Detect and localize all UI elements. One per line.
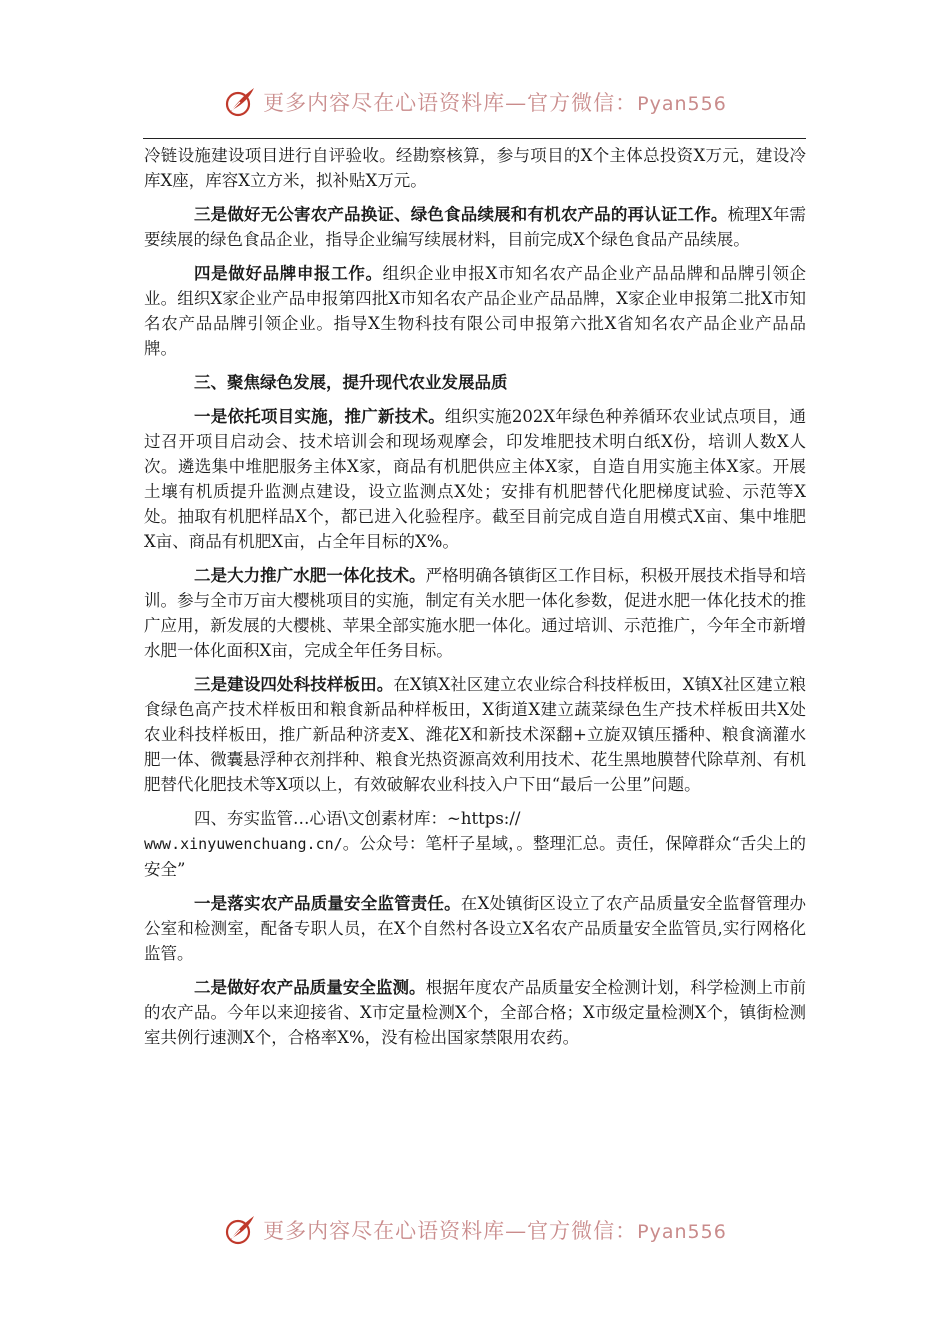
paragraph: 三是做好无公害农产品换证、绿色食品续展和有机农产品的再认证工作。梳理X年需要续展的绿色食品企业，指导企业编写续展材料，目前完成X个绿色食品产品续展。 bbox=[144, 205, 807, 249]
watermark-url: www.xinyuwenchuang.cn/ bbox=[144, 835, 343, 853]
paragraph: 三是建设四处科技样板田。在X镇X社区建立农业综合科技样板田，X镇X社区建立粮食绿色高产技术样板田和粮食新品种样板田，X街道X建立蔬菜绿色生产技术样板田共X处农业科技样板田，推广新品种济麦X、潍花X和新技术深翻+立旋双镇压播种、粮食滴灌水肥一体、微囊悬浮种衣剂拌种、粮食光热资源高效利用技术、花生黑地膜替代除草剂、有机肥替代化肥技术等X项以上，有效破解农业科技入户下田“最后一公里”问题。 bbox=[144, 675, 807, 794]
paragraph-heading: 四是做好品牌申报工作。 bbox=[194, 264, 383, 283]
paragraph-heading: 二是大力推广水肥一体化技术。 bbox=[194, 566, 426, 585]
paragraph: 冷链设施建设项目进行自评验收。经勘察核算，参与项目的X个主体总投资X万元，建设冷库X座，库容X立方米，拟补贴X万元。 bbox=[144, 146, 806, 190]
paragraph-heading: 一是依托项目实施，推广新技术。 bbox=[194, 407, 445, 426]
paragraph: 一是依托项目实施，推广新技术。组织实施202X年绿色种养循环农业试点项目，通过召开项目启动会、技术培训会和现场观摩会，印发堆肥技术明白纸X份，培训人数X人次。遴选集中堆肥服务主体X家，商品有机肥供应主体X家，自造自用实施主体X家。开展土壤有机质提升监测点建设，设立监测点X处；安排有机肥替代化肥梯度试验、示范等X处。抽取有机肥样品X个，都已进入化验程序。截至目前完成自造自用模式X亩、集中堆肥X亩、商品有机肥X亩，占全年目标的X%。 bbox=[144, 407, 806, 551]
paragraph-heading: 三是做好无公害农产品换证、绿色食品续展和有机农产品的再认证工作。 bbox=[194, 205, 728, 224]
header-rule bbox=[143, 138, 806, 139]
quill-logo-icon bbox=[223, 85, 257, 119]
paragraph: 一是落实农产品质量安全监管责任。在X处镇街区设立了农产品质量安全监督管理办公室和检测室，配备专职人员，在X个自然村各设立X名农产品质量安全监管员,实行网格化监管。 bbox=[144, 894, 807, 963]
footer-watermark-banner bbox=[0, 1208, 950, 1252]
document-body bbox=[144, 143, 806, 1059]
paragraph: 二是做好农产品质量安全监测。根据年度农产品质量安全检测计划，科学检测上市前的农产品。今年以来迎接省、X市定量检测X个，全部合格；X市级定量检测X个，镇街检测室共例行速测X个，合格率X%，没有检出国家禁限用农药。 bbox=[144, 978, 807, 1047]
paragraph-heading: 三是建设四处科技样板田。 bbox=[194, 675, 394, 694]
paragraph: 四是做好品牌申报工作。组织企业申报X市知名农产品企业产品品牌和品牌引领企业。组织X家企业产品申报第四批X市知名农产品企业产品品牌，X家企业申报第二批X市知名农产品品牌引领企业。指导X生物科技有限公司申报第六批X省知名农产品企业产品品牌。 bbox=[144, 264, 807, 358]
paragraph-heading: 一是落实农产品质量安全监管责任。 bbox=[194, 894, 461, 913]
banner-text: 更多内容尽在心语资料库—官方微信：Pyan556 bbox=[263, 91, 727, 115]
quill-logo-icon bbox=[223, 1213, 257, 1247]
paragraph-heading: 二是做好农产品质量安全监测。 bbox=[194, 978, 426, 997]
header-watermark-banner bbox=[0, 80, 950, 124]
banner-text: 更多内容尽在心语资料库—官方微信：Pyan556 bbox=[263, 1219, 727, 1243]
section-heading-with-watermark: 四、夯实监管…心语\文创素材库：~https:// www.xinyuwenchuang.cn/。公众号：笔杆子星域，。整理汇总。责任，保障群众“舌尖上的安全” bbox=[144, 809, 806, 879]
section-heading: 三、聚焦绿色发展，提升现代农业发展品质 bbox=[194, 373, 508, 392]
paragraph: 二是大力推广水肥一体化技术。严格明确各镇街区工作目标，积极开展技术指导和培训。参与全市万亩大樱桃项目的实施，制定有关水肥一体化参数，促进水肥一体化技术的推广应用，新发展的大樱桃、苹果全部实施水肥一体化。通过培训、示范推广，今年全市新增水肥一体化面积X亩，完成全年任务目标。 bbox=[144, 566, 807, 660]
